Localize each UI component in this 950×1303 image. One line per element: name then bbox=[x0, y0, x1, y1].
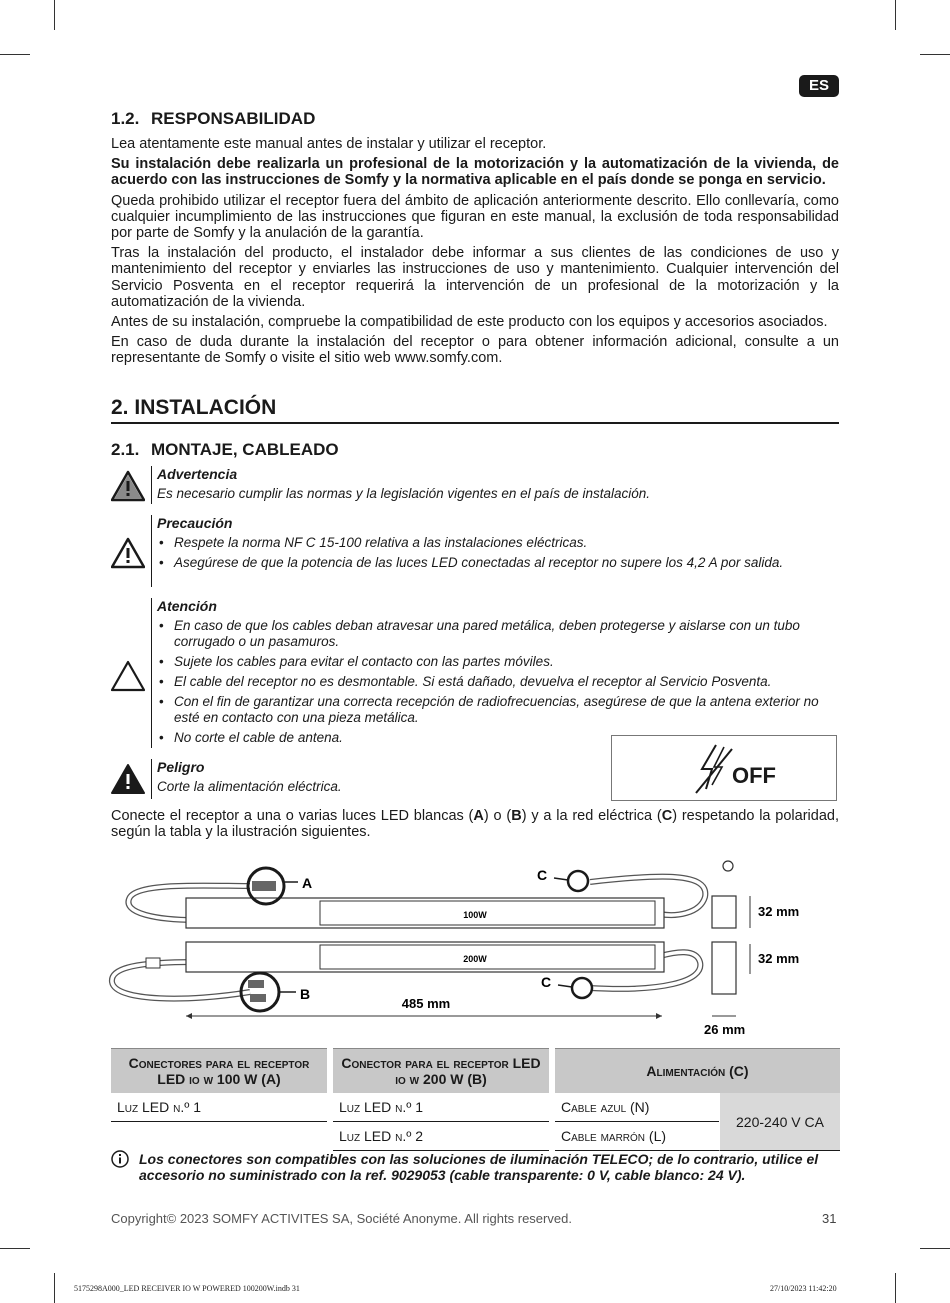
header-line: Conectores para el receptor bbox=[128, 1055, 310, 1071]
receiver-100w-label: 100W bbox=[463, 910, 487, 920]
danger-icon bbox=[111, 763, 145, 795]
connector-a bbox=[252, 881, 276, 891]
height-top-label: 32 mm bbox=[758, 904, 800, 919]
paragraph: Antes de su instalación, compruebe la compatibilidad de este producto con los equipos y accesorios asociados. bbox=[111, 314, 828, 331]
list-item: • El cable del receptor no es desmontable. Si está dañado, devuelva el receptor al Servicio Posventa. bbox=[157, 674, 837, 690]
crop-mark bbox=[895, 1273, 896, 1303]
receiver-100w-body bbox=[320, 901, 655, 925]
table-header bbox=[111, 1048, 327, 1093]
note-precaucion bbox=[111, 515, 784, 589]
note-title: Atención bbox=[157, 598, 217, 614]
crop-mark bbox=[0, 54, 30, 55]
list-item: • Sujete los cables para evitar el contacto con las partes móviles. bbox=[157, 654, 837, 670]
width-label: 26 mm bbox=[704, 1022, 746, 1037]
leader-line bbox=[558, 985, 572, 987]
note-list bbox=[157, 618, 837, 746]
label-c-top: C bbox=[537, 867, 548, 883]
page-number: 31 bbox=[822, 1211, 837, 1226]
crop-mark bbox=[920, 54, 950, 55]
note-text: Los conectores son compatibles con las soluciones de iluminación TELECO; de lo contrario, utilice el accesorio no suministrado con la ref. 9029053 (cable transparente: 0 V, cable blanco: 24 V). bbox=[139, 1151, 819, 1183]
header-line: Conector para el receptor LED bbox=[341, 1055, 541, 1071]
list-item: • Asegúrese de que la potencia de las luces LED conectadas al receptor no supere los 4,2 A por salida. bbox=[157, 555, 837, 571]
receiver-200w-label: 200W bbox=[463, 954, 487, 964]
arrow-head bbox=[186, 1013, 192, 1019]
table-row bbox=[111, 1093, 840, 1122]
note-atencion bbox=[111, 598, 819, 750]
receiver-200w-body bbox=[320, 945, 655, 969]
list-item: • No corte el cable de antena. bbox=[157, 730, 837, 746]
length-label: 485 mm bbox=[401, 996, 451, 1011]
footer-copyright: Copyright© 2023 SOMFY ACTIVITES SA, Société Anonyme. All rights reserved. bbox=[111, 1211, 572, 1226]
chapter-title: INSTALACIÓN bbox=[134, 396, 277, 419]
section-montaje bbox=[111, 440, 839, 460]
note-body bbox=[151, 466, 807, 504]
ref-a: A bbox=[473, 808, 484, 824]
paragraph bbox=[111, 808, 839, 840]
note-title: Peligro bbox=[157, 759, 205, 775]
chapter-number: 2. bbox=[111, 396, 129, 419]
table-header bbox=[555, 1048, 840, 1093]
table-cell: Luz LED n.º 1 bbox=[111, 1093, 327, 1122]
crop-mark bbox=[920, 1248, 950, 1249]
note-text: Corte la alimentación eléctrica. bbox=[157, 779, 342, 794]
note-title: Precaución bbox=[157, 515, 233, 531]
power-off-box bbox=[611, 735, 837, 801]
connections-table bbox=[111, 1048, 840, 1151]
caution-icon bbox=[111, 660, 145, 692]
leader-line bbox=[554, 878, 568, 880]
wiring-diagram bbox=[100, 852, 800, 1042]
arrow-head bbox=[656, 1013, 662, 1019]
header-line: LED io w 100 W (A) bbox=[157, 1071, 281, 1087]
connector-c-callout bbox=[572, 978, 592, 998]
section-number: 2.1. bbox=[111, 440, 140, 459]
paragraph: En caso de duda durante la instalación del receptor o para obtener información adicional, consulte a un representante de Somfy o visite el sitio web www.somfy.com. bbox=[111, 334, 839, 367]
crop-mark bbox=[895, 0, 896, 30]
lightning-icon bbox=[694, 743, 734, 795]
print-slug-datetime: 27/10/2023 11:42:20 bbox=[770, 1284, 837, 1293]
chapter-heading bbox=[111, 396, 839, 424]
note-list bbox=[157, 535, 837, 571]
note-text: Es necesario cumplir las normas y la legislación vigentes en el país de instalación. bbox=[157, 486, 651, 501]
header-line: Alimentación (C) bbox=[646, 1063, 749, 1079]
paragraph: Queda prohibido utilizar el receptor fuera del ámbito de aplicación anteriormente descrito. Ello conllevaría, como cualquier incumplimiento de las instrucciones que figuran en este manual, la exclusión de toda responsabilidad por parte de Somfy y la anulación de la garantía. bbox=[111, 192, 839, 242]
section-heading bbox=[111, 440, 839, 460]
label-c-bottom: C bbox=[541, 974, 552, 990]
side-view-bottom bbox=[712, 942, 736, 994]
text-part: ) y a la red eléctrica ( bbox=[521, 808, 662, 824]
note-title: Advertencia bbox=[157, 466, 238, 482]
paragraph: Lea atentamente este manual antes de instalar y utilizar el receptor. bbox=[111, 136, 547, 152]
note-advertencia bbox=[111, 466, 651, 506]
voltage-cell: 220-240 V CA bbox=[719, 1093, 840, 1151]
connector-b bbox=[248, 980, 264, 988]
height-bottom-label: 32 mm bbox=[758, 951, 800, 966]
table-cell: Luz LED n.º 2 bbox=[333, 1122, 549, 1151]
section-title: RESPONSABILIDAD bbox=[151, 109, 316, 128]
text-part: Conecte el receptor a una o varias luces LED blancas ( bbox=[111, 808, 474, 824]
language-badge: ES bbox=[799, 75, 839, 97]
section-title: MONTAJE, CABLEADO bbox=[151, 440, 339, 459]
table-header-row bbox=[111, 1048, 840, 1093]
list-item: • Respete la norma NF C 15-100 relativa a las instalaciones eléctricas. bbox=[157, 535, 837, 551]
section-responsabilidad bbox=[111, 109, 839, 371]
header-line: io w 200 W (B) bbox=[395, 1071, 487, 1087]
table-cell: Luz LED n.º 1 bbox=[333, 1093, 549, 1122]
warning-icon bbox=[111, 470, 145, 502]
table-cell: Cable marrón (L) bbox=[555, 1122, 719, 1151]
list-item: • Con el fin de garantizar una correcta recepción de radiofrecuencias, asegúrese de que la antena exterior no esté en contacto con una pieza metálica. bbox=[157, 694, 837, 726]
table-cell bbox=[111, 1122, 327, 1151]
paragraph: Tras la instalación del producto, el instalador debe informar a sus clientes de las condiciones de uso y mantenimiento del receptor y enviarles las instrucciones de uso y mantenimiento. Cualquier intervención del Servicio Posventa en el receptor requerirá la intervención de un profesional de la motorización y la automatización de la vivienda. bbox=[111, 245, 839, 310]
bold-paragraph: Su instalación debe realizarla un profesional de la motorización y la automatización de la vivienda, de acuerdo con las instrucciones de Somfy y la normativa aplicable en el país donde se ponga en servicio. bbox=[111, 156, 839, 189]
list-item: • En caso de que los cables deban atravesar una pared metálica, deben protegerse y aislarse con un tubo corrugado o un pasamuros. bbox=[157, 618, 837, 650]
table-cell: Cable azul (N) bbox=[555, 1093, 719, 1122]
table-header bbox=[333, 1048, 549, 1093]
note-peligro bbox=[111, 759, 611, 801]
crop-mark bbox=[54, 1273, 55, 1303]
label-b: B bbox=[300, 986, 311, 1002]
section-number: 1.2. bbox=[111, 109, 140, 128]
crop-mark bbox=[0, 1248, 30, 1249]
cable-connector bbox=[146, 958, 160, 968]
print-slug-file: 5175298A000_LED RECEIVER IO W POWERED 100200W.indb 31 bbox=[74, 1284, 300, 1293]
section-heading bbox=[111, 109, 839, 129]
label-a: A bbox=[302, 875, 313, 891]
section-instalacion bbox=[111, 396, 839, 424]
text-part: ) o ( bbox=[483, 808, 512, 824]
note-body bbox=[151, 515, 837, 587]
note-body bbox=[151, 598, 837, 748]
off-label: OFF bbox=[732, 763, 776, 788]
text-part: ) respetando la polaridad, según la tabla y la ilustración siguientes. bbox=[111, 808, 839, 841]
compatibility-note bbox=[111, 1151, 839, 1183]
side-view-top bbox=[712, 896, 736, 928]
crop-mark bbox=[54, 0, 55, 30]
connector-b bbox=[250, 994, 266, 1002]
antenna-knob bbox=[723, 861, 733, 871]
warning-icon bbox=[111, 537, 145, 569]
ref-b: B bbox=[511, 808, 522, 824]
note-body bbox=[151, 759, 557, 799]
connect-instructions bbox=[111, 808, 839, 844]
connector-c-callout bbox=[568, 871, 588, 891]
ref-c: C bbox=[661, 808, 673, 824]
